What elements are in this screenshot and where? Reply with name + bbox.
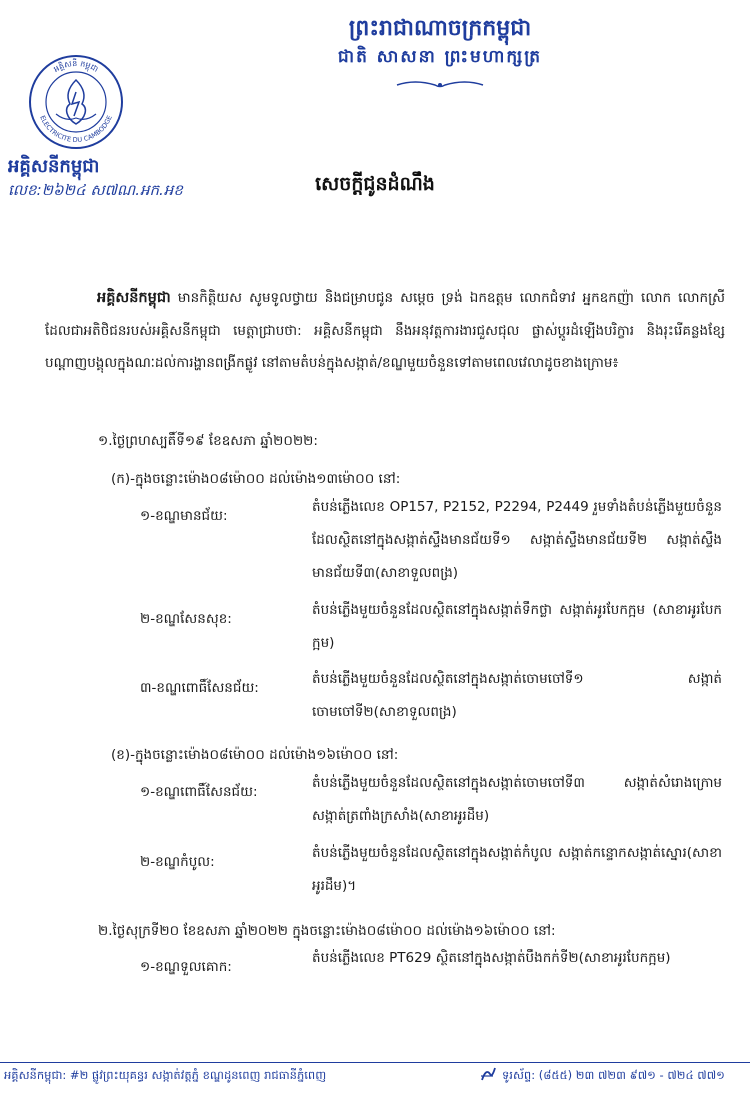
district-name: ២-ខណ្ឌកំបូល: [140,854,215,870]
svg-text:អគ្គិសនី កម្ពុជា: អគ្គិសនី កម្ពុជា [52,58,100,74]
day1-a-heading: (ក)-ក្នុងចន្លោះម៉ោង០៨ម៉ោ០០ ដល់ម៉ោង១៣ម៉ោ០០ នៅ: [111,471,401,487]
district-description: តំបន់ភ្លើងលេខ PT629 ស្ថិតនៅក្នុងសង្កាត់បឹងកក់ទី២(សាខាអូរបែកក្អម) [312,950,671,966]
day1-heading: ១.ថ្ងៃព្រហស្បតិ៍ទី១៩ ខែឧសភា ឆ្នាំ២០២២: [98,433,318,449]
district-description: តំបន់ភ្លើងមួយចំនួនដែលស្ថិតនៅក្នុងសង្កាត់ចោមចៅទី៣ សង្កាត់សំរោងក្រោម សង្កាត់ត្រពាំងក្រសាំង(សាខាអូរដឹម) [312,775,722,824]
organization-name: អគ្គិសនីកម្ពុជា [8,156,100,177]
intro-org: អគ្គិសនីកម្ពុជា [97,290,171,306]
kingdom-title: ព្រះរាជាណាចក្រកម្ពុជា [348,16,532,41]
district-description: តំបន់ភ្លើងលេខ OP157, P2152, P2294, P2449 រួមទាំងតំបន់ភ្លើងមួយចំនួនដែលស្ថិតនៅក្នុងសង្កាត់ស្ទឹងមានជ័យទី១ សង្កាត់ស្ទឹងមានជ័យទី២ សង្កាត់ស្ទឹងមានជ័យទី៣(សាខាទួលពង្រ) [312,499,722,581]
district-name: ១-ខណ្ឌទួលគោក: [140,959,232,975]
intro-text: មានកិត្តិយស សូមទូលថ្វាយ និងជម្រាបជូន សម្តេច ទ្រង់ ឯកឧត្តម លោកជំទាវ អ្នកឧកញ៉ា លោក លោកស្រី ដែលជាអតិថិជនរបស់អគ្គិសនីកម្ពុជា មេត្តាជ្រាបថា: អគ្គិសនីកម្ពុជា នឹងអនុវត្តការងារជួសជុល ផ្លាស់ប្តូរដំឡើងបរិក្ខារ និងរុះរើគន្លងខ្សែបណ្តាញបង្គុលក្នុងណៈដល់ការង្ហានពង្រីកផ្លូវ នៅតាមតំបន់ក្នុងសង្កាត់/ខណ្ឌមួយចំនួនទៅតាមពេលវេលាដូចខាងក្រោម៖ [45,290,725,371]
district-name: ៣-ខណ្ឌពោធិ៍សែនជ័យ: [140,680,259,696]
district-name: ២-ខណ្ឌសែនសុខ: [140,611,232,627]
district-description: តំបន់ភ្លើងមួយចំនួនដែលស្ថិតនៅក្នុងសង្កាត់ចោមចៅទី១ សង្កាត់ចោមចៅទី២(សាខាទួលពង្រ) [312,671,722,720]
footer-phone: ទូរស័ព្ទ: (៨៥៥) ២៣ ៧២៣ ៩៧១ - ៧២៤ ៧៧១ [502,1068,725,1082]
day1-b-heading: (ខ)-ក្នុងចន្លោះម៉ោង០៨ម៉ោ០០ ដល់ម៉ោង១៦ម៉ោ០០ នៅ: [111,747,399,763]
document-title: សេចក្តីជូនដំណឹង [315,173,435,195]
intro-paragraph [45,282,725,380]
edc-seal-logo [26,52,126,152]
footer-divider [0,1062,750,1063]
district-description: តំបន់ភ្លើងមួយចំនួនដែលស្ថិតនៅក្នុងសង្កាត់កំបូល សង្កាត់កន្ទោកសង្កាត់ស្នោរ(សាខាអូរដឹម)។ [312,845,722,894]
district-name: ១-ខណ្ឌមានជ័យ: [140,508,228,524]
motto-ornament-icon [395,78,485,92]
reference-number: លេខ:២៦២៤ ស៧ណ.អក.អខ [8,181,183,199]
svg-text:ELECTRICITE DU CAMBODGE: ELECTRICITE DU CAMBODGE [38,114,114,145]
nation-motto: ជាតិ សាសនា ព្រះមហាក្សត្រ [337,47,543,67]
district-name: ១-ខណ្ឌពោធិ៍សែនជ័យ: [140,784,258,800]
day2-heading: ២.ថ្ងៃសុក្រទី២០ ខែឧសភា ឆ្នាំ២០២២ ក្នុងចន្លោះម៉ោង០៨ម៉ោ០០ ដល់ម៉ោង១៦ម៉ោ០០ នៅ: [98,923,556,939]
footer-address: អគ្គិសនីកម្ពុជា: #២ ផ្លូវព្រះយុគន្ធរ សង្កាត់វត្តភ្នំ ខណ្ឌដូនពេញ រាជធានីភ្នំពេញ [4,1068,327,1082]
district-description: តំបន់ភ្លើងមួយចំនួនដែលស្ថិតនៅក្នុងសង្កាត់ទឹកថ្លា សង្កាត់អូរបែកក្អម (សាខាអូរបែកក្អម) [312,602,722,651]
edc-mini-logo-icon [478,1064,498,1084]
